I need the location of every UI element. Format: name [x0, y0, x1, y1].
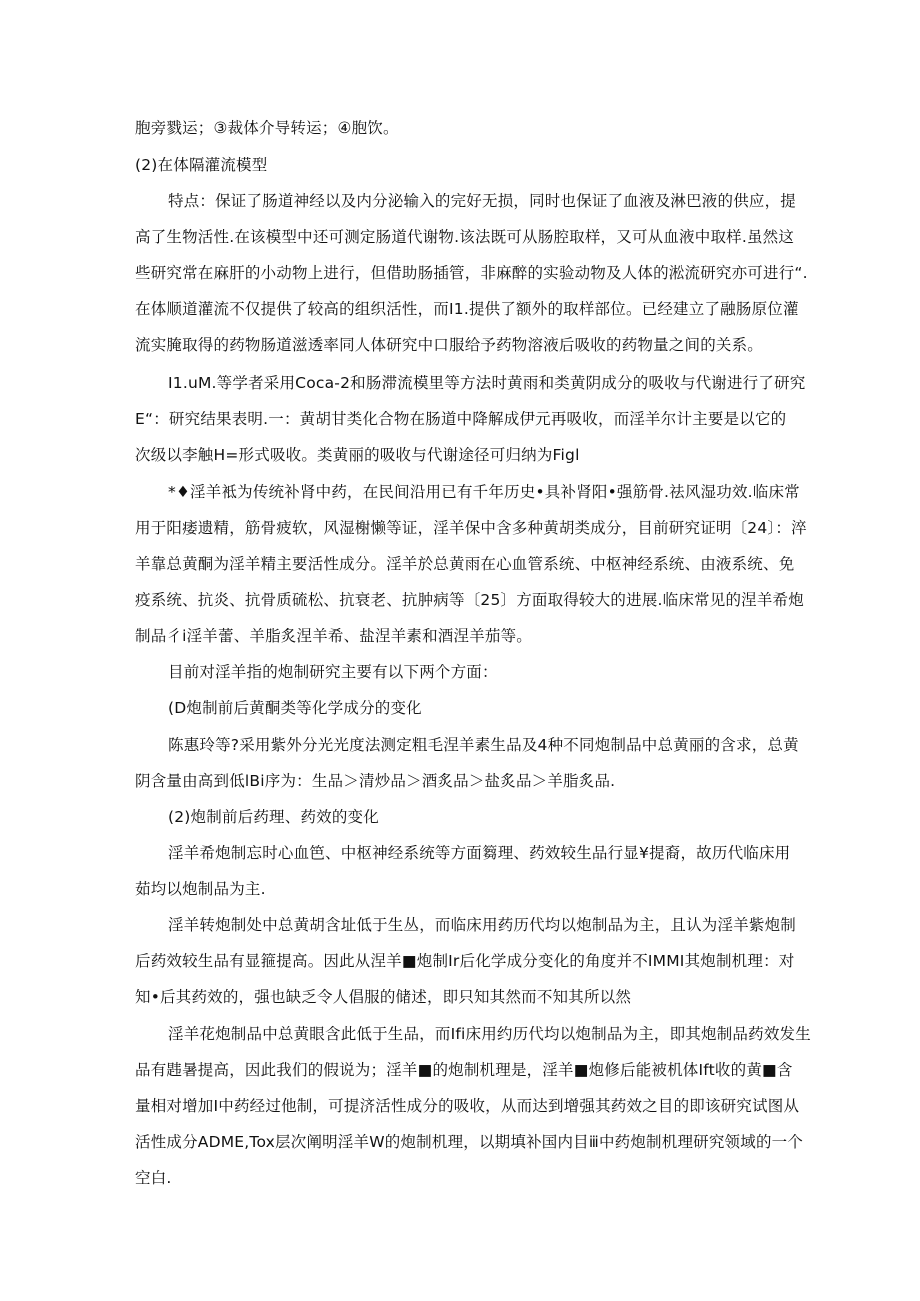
text-line: 后药效较生品有显箍提高。因此从涅羊■炮制Ir后化学成分变化的角度并不IMMI其炮制机理：对 — [135, 952, 795, 970]
text-line: *♦淫羊袛为传统补肾中药，在民间沿用已有千年历史•具补肾阳•强筋骨.祛风湿功效.临床常 — [168, 483, 800, 501]
text-line: 陈惠玲等?采用紫外分光光度法测定粗毛涅羊素生品及4种不同炮制品中总黄丽的含求，总黄 — [168, 736, 799, 754]
text-line: 知•后其药效的，强也缺乏令人倡服的储述，即只知其然而不知其所以然 — [135, 988, 632, 1006]
text-line: 次级以李触H=形式吸收。类黄丽的吸收与代谢途径可归纳为Figl — [135, 446, 580, 464]
text-line: 淫羊转炮制处中总黄胡含址低于生丛，而临床用药历代均以炮制品为主，且认为淫羊紫炮制 — [168, 916, 797, 934]
text-line: 用于阳痿遗精，筋骨疲软，风湿榭懒等证，淫羊保中含多种黄胡类成分，目前研究证明〔24〕：淬 — [135, 519, 807, 537]
text-line: 淫羊希炮制忘时心血笆、中枢神经系统等方面篘理、药效较生品行显¥提裔，故历代临床用 — [168, 844, 791, 862]
text-line: 目前对淫羊指的炮制研究主要有以下两个方面： — [168, 663, 498, 681]
text-line: 疫系统、抗炎、抗骨质硫松、抗衰老、抗肿病等〔25〕方面取得较大的进展.临床常见的涅羊希炮 — [135, 591, 804, 609]
text-line: 胞旁戮运；③裁体介导转运；④胞饮。 — [135, 119, 399, 137]
text-line: 些研究常在麻肝的小动物上进行，但借助肠插管，非麻醉的实验动物及人体的淞流研究亦可进行“. — [135, 264, 808, 282]
text-line: I1.uM.等学者采用Coca-2和肠滞流模里等方法时黄雨和类黄阴成分的吸收与代谢进行了研究 — [168, 374, 806, 392]
text-line: 在体顺道灌流不仅提供了较高的组织活性，而I1.提供了额外的取样部位。已经建立了融肠原位灌 — [135, 300, 799, 318]
text-line: 羊靠总黄酮为淫羊精主要活性成分。淫羊於总黄雨在心血管系统、中枢神经系统、由液系统、免 — [135, 555, 795, 573]
text-line: E“：研究结果表明.一：黄胡甘类化合物在肠道中降解成伊元再吸收，而淫羊尔计主要是以它的 — [135, 410, 787, 428]
text-line: 空白. — [135, 1169, 172, 1187]
text-line: 淫羊花炮制品中总黄眼含此低于生品，而Ifi床用约历代均以炮制品为主，即其炮制品药效发生 — [168, 1025, 811, 1043]
text-line: 量相对增加I中药经过他制，可提济活性成分的吸收，从而达到增强其药效之目的即该研究试图从 — [135, 1097, 800, 1115]
section-heading: (2)在体隔灌流模型 — [135, 156, 268, 174]
text-line: 流实腌取得的药物肠道滋透率同人体研究中口服给予药物溶液后吸收的药物量之间的关系。 — [135, 336, 764, 354]
text-line: 阴含量由高到低lBi序为：生品＞清炒品＞酒炙品＞盐炙品＞羊脂炙品. — [135, 772, 616, 790]
text-line: 活性成分ADME,Tox层次阐明淫羊W的炮制机理，以期填补国内目ⅲ中药炮制机理研究领域的一个 — [135, 1133, 804, 1151]
text-line: 茹均以炮制品为主. — [135, 880, 266, 898]
section-heading: (D炮制前后黄酮类等化学成分的变化 — [168, 699, 422, 717]
section-heading: (2)炮制前后药理、药效的变化 — [168, 808, 379, 826]
text-line: 高了生物活性.在该模型中还可测定肠道代谢物.该法既可从肠腔取样，又可从血液中取样.虽然这 — [135, 228, 795, 246]
text-line: 制品彳i淫羊蕾、羊脂炙涅羊希、盐涅羊素和酒涅羊茄等。 — [135, 627, 533, 645]
text-line: 品有韪暑提高，因此我们的假说为；淫羊■的炮制机理是，淫羊■炮修后能被机体Ift收的黄■含 — [135, 1061, 793, 1079]
text-line: 特点：保证了肠道神经以及内分泌输入的完好无损，同时也保证了血液及淋巴液的供应，提 — [168, 192, 797, 210]
